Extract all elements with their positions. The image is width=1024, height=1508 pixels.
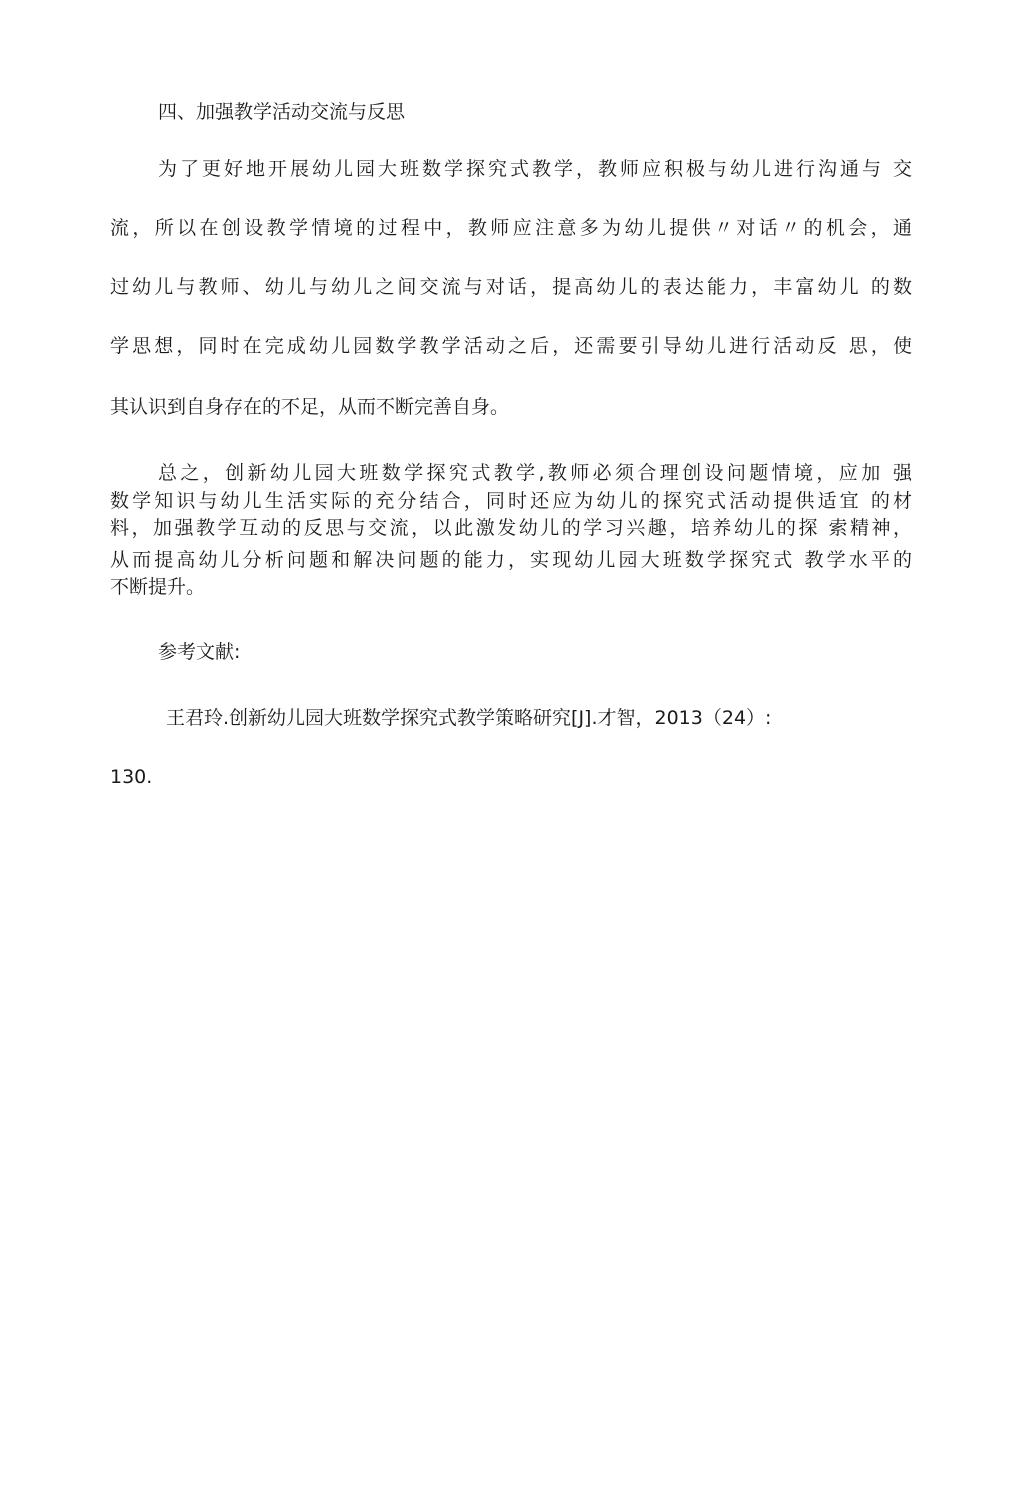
reference-entry-continued: 130. bbox=[110, 766, 153, 788]
section-heading: 四、加强教学活动交流与反思 bbox=[158, 101, 406, 123]
paragraph2-line: 从而提高幼儿分析问题和解决问题的能力，实现幼儿园大班数学探究式 教学水平的 bbox=[110, 549, 912, 571]
references-title: 参考文献: bbox=[158, 641, 241, 663]
reference-entry: 王君玲.创新幼儿园大班数学探究式教学策略研究[J].才智，2013（24）: bbox=[166, 707, 772, 729]
paragraph1-line: 流，所以在创设教学情境的过程中，教师应注意多为幼儿提供〃对话〃的机会，通 bbox=[110, 217, 912, 239]
paragraph2-line: 数学知识与幼儿生活实际的充分结合，同时还应为幼儿的探究式活动提供适宜 的材 bbox=[110, 490, 912, 512]
paragraph1-line: 学思想，同时在完成幼儿园数学教学活动之后，还需要引导幼儿进行活动反 思，使 bbox=[110, 335, 912, 357]
paragraph2-line: 料，加强教学互动的反思与交流，以此激发幼儿的学习兴趣，培养幼儿的探 索精神， bbox=[110, 517, 912, 539]
paragraph2-line: 总之，创新幼儿园大班数学探究式教学,教师必须合理创设问题情境，应加 强 bbox=[158, 462, 912, 484]
paragraph1-line: 过幼儿与教师、幼儿与幼儿之间交流与对话，提高幼儿的表达能力，丰富幼儿 的数 bbox=[110, 276, 912, 298]
paragraph1-line: 为了更好地开展幼儿园大班数学探究式教学，教师应积极与幼儿进行沟通与 交 bbox=[158, 158, 912, 180]
paragraph2-line: 不断提升。 bbox=[110, 576, 206, 598]
paragraph1-line: 其认识到自身存在的不足，从而不断完善自身。 bbox=[110, 396, 510, 418]
